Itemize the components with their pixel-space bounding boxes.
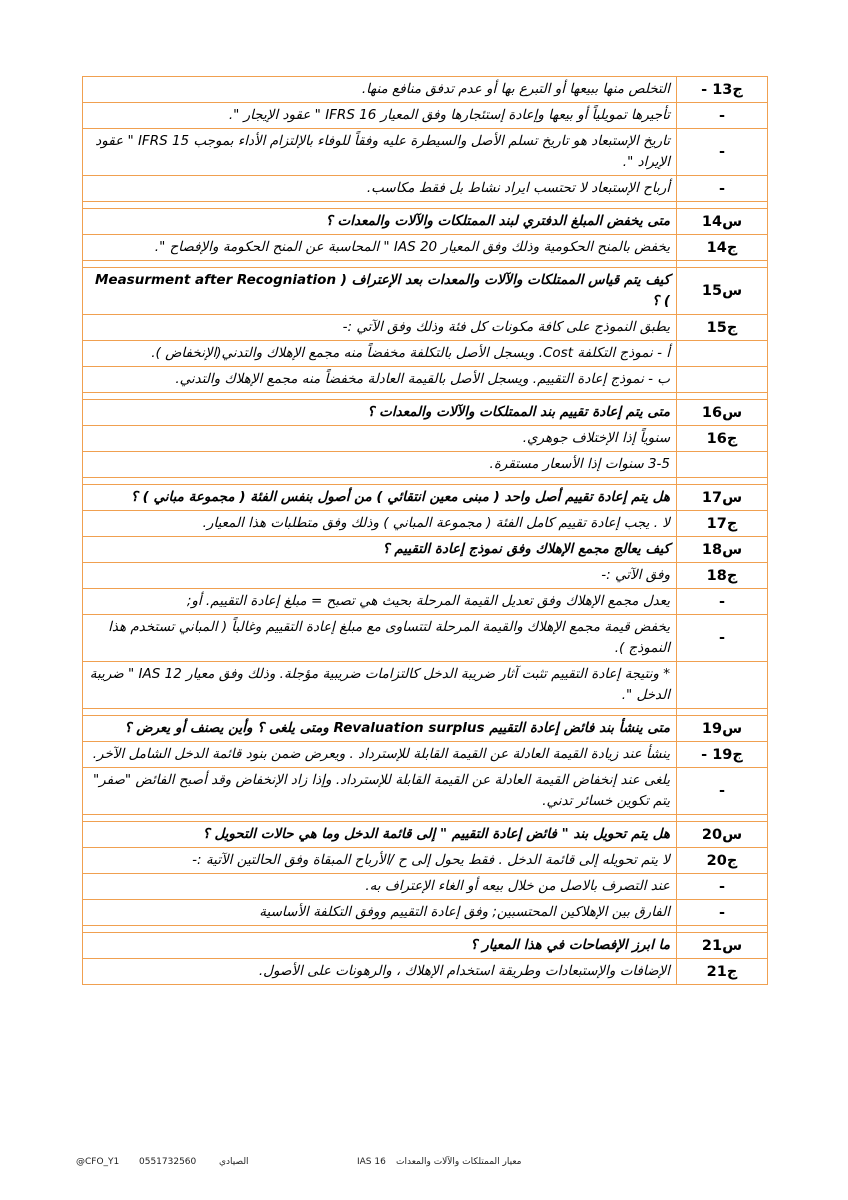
question-row [83,537,768,563]
answer-text: 3-5 سنوات إذا الأسعار مستقرة. [83,452,677,478]
footer-name: الصيادي [219,1157,249,1167]
answer-text: ب - نموذج إعادة التقييم. ويسجل الأصل بالقيمة العادلة مخفضاً منه مجمع الإهلاك والتدني. [83,367,677,393]
answer-row [83,742,768,768]
question-row [83,268,768,315]
answer-text: سنوياً إذا الإختلاف جوهري. [83,426,677,452]
row-number: ج14 [677,235,768,261]
spacer-cell [83,393,677,400]
row-number: س14 [677,209,768,235]
answer-row [83,452,768,478]
answer-text: تأجيرها تمويلياً أو بيعها وإعادة إستئجارها وفق المعيار IFRS 16 " عقود الإيجار ". [83,103,677,129]
footer-title: معيار الممتلكات والآلات والمعدات [396,1157,522,1167]
question-text: متى ينشأ بند فائض إعادة التقييم Revaluation surplus ومتى يلغى ؟ وأين يصنف أو يعرض ؟ [83,716,677,742]
answer-text: الإضافات والإستبعادات وطريقة استخدام الإهلاك ، والرهونات على الأصول. [83,959,677,985]
row-number: - [677,129,768,176]
spacer-row [83,393,768,400]
question-text: متى يخفض المبلغ الدفتري لبند الممتلكات والآلات والمعدات ؟ [83,209,677,235]
spacer-row [83,926,768,933]
row-number: ج13 - [677,77,768,103]
row-number: س16 [677,400,768,426]
answer-row [83,563,768,589]
answer-text: * ونتيجة إعادة التقييم تثبت آثار ضريبة الدخل كالتزامات ضريبية مؤجلة. وذلك وفق معيار IAS 12 " ضريبة الدخل ". [83,662,677,709]
spacer-row [83,202,768,209]
row-number: ج21 [677,959,768,985]
answer-row [83,341,768,367]
answer-text: يخفض بالمنح الحكومية وذلك وفق المعيار IAS 20 " المحاسبة عن المنح الحكومة والإفصاح ". [83,235,677,261]
row-number: - [677,589,768,615]
footer-phone: 0551732560 [139,1157,197,1167]
row-number: س17 [677,485,768,511]
answer-row [83,662,768,709]
answer-row [83,367,768,393]
row-number: س15 [677,268,768,315]
row-number [677,662,768,709]
question-text: هل يتم إعادة تقييم أصل واحد ( مبنى معين انتقائي ) من أصول بنفس الفئة ( مجموعة مباني ) ؟ [83,485,677,511]
row-number: س19 [677,716,768,742]
answer-text: التخلص منها ببيعها أو التبرع بها أو عدم تدفق منافع منها. [83,77,677,103]
answer-row [83,511,768,537]
answer-row [83,848,768,874]
spacer-row [83,478,768,485]
row-number: س21 [677,933,768,959]
row-number [677,367,768,393]
spacer-cell [83,261,677,268]
row-number: ج19 - [677,742,768,768]
answer-row [83,129,768,176]
row-number [677,452,768,478]
row-number: ج16 [677,426,768,452]
spacer-cell [83,478,677,485]
answer-text: أ - نموذج التكلفة Cost. ويسجل الأصل بالتكلفة مخفضاً منه مجمع الإهلاك والتدني(الإنخفاض ). [83,341,677,367]
spacer-cell [677,202,768,209]
question-row [83,209,768,235]
spacer-row [83,709,768,716]
row-number [677,341,768,367]
footer-handle: @CFO_Y1 [76,1157,120,1167]
row-number: - [677,768,768,815]
row-number: ج18 [677,563,768,589]
answer-text: الفارق بين الإهلاكين المحتسبين; وفق إعادة التقييم ووفق التكلفة الأساسية [83,900,677,926]
answer-row [83,426,768,452]
spacer-cell [677,815,768,822]
answer-text: لا يتم تحويله إلى قائمة الدخل . فقط يحول إلى ح /الأرباح المبقاة وفق الحالتين الآتية :- [83,848,677,874]
question-text: متى يتم إعادة تقييم بند الممتلكات والآلات والمعدات ؟ [83,400,677,426]
answer-text: يلغى عند إنخفاض القيمة العادلة عن القيمة القابلة للإسترداد. وإذا زاد الإنخفاض وقد أصبح الفائض "صفر" يتم تكوين خسائر تدني. [83,768,677,815]
spacer-row [83,815,768,822]
row-number: ج15 [677,315,768,341]
answer-text: يعدل مجمع الإهلاك وفق تعديل القيمة المرحلة بحيث هي تصبح = مبلغ إعادة التقييم. أو; [83,589,677,615]
row-number: - [677,103,768,129]
spacer-cell [83,926,677,933]
spacer-cell [83,709,677,716]
row-number: - [677,176,768,202]
question-text: كيف يتم قياس الممتلكات والآلات والمعدات بعد الإعتراف ( Measurment after Recogniation ) ؟ [83,268,677,315]
answer-row [83,959,768,985]
answer-row [83,768,768,815]
answer-row [83,900,768,926]
row-number: س20 [677,822,768,848]
row-number: س18 [677,537,768,563]
row-number: - [677,615,768,662]
question-row [83,822,768,848]
row-number: ج20 [677,848,768,874]
row-number: - [677,874,768,900]
answer-row [83,615,768,662]
qa-table [82,76,768,985]
row-number: - [677,900,768,926]
answer-text: ينشأ عند زيادة القيمة العادلة عن القيمة القابلة للإسترداد . ويعرض ضمن بنود قائمة الدخل الشامل الآخر. [83,742,677,768]
question-row [83,485,768,511]
question-row [83,716,768,742]
answer-text: أرباح الإستبعاد لا تحتسب ايراد نشاط بل فقط مكاسب. [83,176,677,202]
spacer-cell [83,202,677,209]
answer-row [83,77,768,103]
row-number: ج17 [677,511,768,537]
answer-text: تاريخ الإستبعاد هو تاريخ تسلم الأصل والسيطرة عليه وفقاً للوفاء بالإلتزام الأداء بموجب IFRS 15 " عقود الإيراد ". [83,129,677,176]
answer-text: لا . يجب إعادة تقييم كامل الفئة ( مجموعة المباني ) وذلك وفق متطلبات هذا المعيار. [83,511,677,537]
answer-row [83,176,768,202]
question-text: كيف يعالج مجمع الإهلاك وفق نموذج إعادة التقييم ؟ [83,537,677,563]
question-text: هل يتم تحويل بند " فائض إعادة التقييم " إلى قائمة الدخل وما هي حالات التحويل ؟ [83,822,677,848]
spacer-row [83,261,768,268]
answer-row [83,874,768,900]
answer-text: عند التصرف بالاصل من خلال بيعه أو الغاء الإعتراف به. [83,874,677,900]
answer-text: وفق الآتي :- [83,563,677,589]
footer-standard: IAS 16 [357,1157,386,1167]
spacer-cell [677,709,768,716]
spacer-cell [677,926,768,933]
question-row [83,933,768,959]
question-row [83,400,768,426]
spacer-cell [677,261,768,268]
spacer-cell [677,393,768,400]
question-text: ما ابرز الإفصاحات في هذا المعيار ؟ [83,933,677,959]
spacer-cell [677,478,768,485]
spacer-cell [83,815,677,822]
answer-row [83,235,768,261]
answer-text: يخفض قيمة مجمع الإهلاك والقيمة المرحلة لتتساوى مع مبلغ إعادة التقييم وغالباً ( المباني تستخدم هذا النموذج ). [83,615,677,662]
answer-row [83,103,768,129]
answer-row [83,589,768,615]
answer-text: يطبق النموذج على كافة مكونات كل فئة وذلك وفق الآتي :- [83,315,677,341]
answer-row [83,315,768,341]
